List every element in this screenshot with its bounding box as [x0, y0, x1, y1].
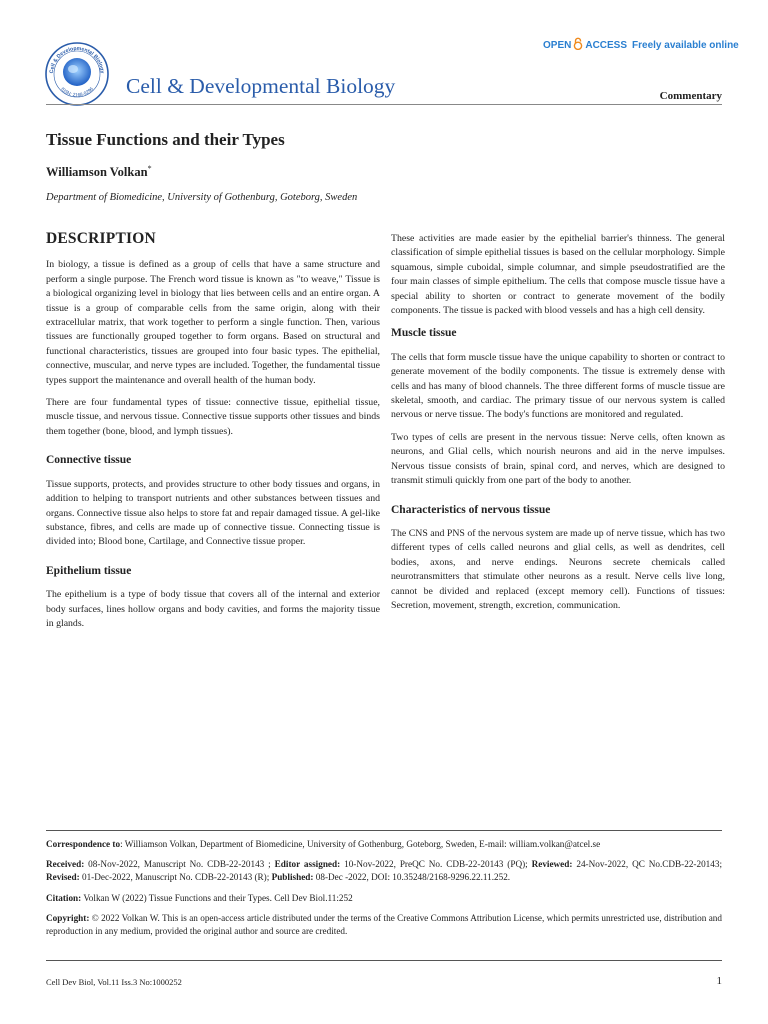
citation-note: Citation: Volkan W (2022) Tissue Functions and their Types. Cell Dev Biol.11:252 [46, 892, 353, 903]
author-name: Williamson Volkan [46, 165, 148, 180]
logo-issn-text: ISSN: 2168-9296 [59, 86, 95, 99]
footer-divider-top [46, 830, 722, 831]
muscle-tissue-heading: Muscle tissue [391, 327, 457, 340]
paragraph: In biology, a tissue is defined as a group of cells that have a same structure and perform a single purpose. The French word tissue is known as "to weave," Tissue is a biological organizing level in biology that lies between cells and an entire organ. A tissue is a group of comparable cells from the same origin, along with their extracellular matrix, that work together to perform a single function. Then, various tissues are functionally grouped together to form organs. Based on structural and functional characteristics, tissues are grouped into four basic types. The epithelial, connective, muscular, and nerve types are included. Together, the fundamental tissue types support the maintenance and overall health of the human body. [46, 259, 380, 386]
open-label: OPEN [543, 39, 572, 51]
running-citation: Cell Dev Biol, Vol.11 Iss.3 No:1000252 [46, 977, 182, 987]
paragraph: The CNS and PNS of the nervous system are made up of nerve tissue, which has two different types of cells called neurons and glial cells, as well as dendrites, cell bodies, axons, and nerve endings. Neurons secrete chemicals called neurotransmitters that stimulate other neurons as a result. Nerve cells live long, cannot be divided and replaced (except memory cell). Functions of tissues: Secretion, movement, strength, excretion, communication. [391, 527, 725, 611]
paragraph: The epithelium is a type of body tissue that covers all of the internal and exterior body surfaces, lines hollow organs and body cavities, and forms the majority tissue in glands. [46, 589, 380, 629]
connective-tissue-heading: Connective tissue [46, 454, 132, 467]
paragraph: Two types of cells are present in the nervous tissue: Nerve cells, often known as neurons, and Glial cells, which nourish neurons and aid in the nerve impulses. Nervous tissue consists of brain, spinal cord, and nerves, which are designed to transmit stimuli quickly from one part of the body to another. [391, 431, 725, 487]
dates-note: Received: 08-Nov-2022, Manuscript No. CDB-22-20143 ; Editor assigned: 10-Nov-2022, PreQC No. CDB-22-20143 (PQ); Reviewed: 24-Nov-2022, QC No.CDB-22-20143; Revised: 01-Dec-2022, Manuscript No. CDB-22-20143 (R); Published: 08-Dec -2022, DOI: 10.35248/2168-9296.22.11.252. [46, 859, 722, 883]
paragraph: There are four fundamental types of tissue: connective tissue, epithelial tissue, muscle tissue, and nervous tissue. Connective tissue supports other tissues and binds them together (bone, blood, and lymph tissues). [46, 397, 380, 437]
journal-title: Cell & Developmental Biology [126, 74, 396, 98]
epithelium-tissue-heading: Epithelium tissue [46, 564, 132, 577]
journal-logo [44, 41, 110, 107]
article-type-label: Commentary [659, 90, 722, 102]
copyright-note: Copyright: © 2022 Volkan W. This is an open-access article distributed under the terms of the Creative Commons Attribution License, which permits unrestricted use, distribution and reproduction in any medium, provided the original author and source are credited. [46, 912, 722, 937]
page-number: 1 [716, 975, 722, 987]
author-mark: * [147, 164, 152, 173]
open-access-badge [543, 37, 739, 53]
article-title: Tissue Functions and their Types [46, 130, 285, 149]
paragraph: Tissue supports, protects, and provides structure to other body tissues and organs, in addition to helping to transport nutrients and other substances between tissues and organs. Connective tissue also helps to store fat and repair damaged tissue. A gel-like substance, fibres, and cells are made up of connective tissue. Connecting tissue is divided into; Blood bone, Cartilage, and Connective tissue proper. [46, 478, 380, 548]
access-label: ACCESS [585, 39, 628, 51]
left-column [46, 232, 380, 639]
correspondence-note: Correspondence to: Williamson Volkan, Department of Biomedicine, University of Gothenburg, Goteborg, Sweden, E-mail: william.volkan@atcel.se [46, 839, 601, 849]
logo-ring-text: Cell & Developmental Biology [48, 45, 106, 74]
paragraph: The cells that form muscle tissue have the unique capability to shorten or contract to generate movement of the bodily components. The tissue is extremely dense with cells and has many of blood channels. The three different forms of muscle tissue are skeletal, smooth, and cardiac. The primary tissue of our nervous system is called nervous or nerve tissue. The body's functions are monitored and regulated. [391, 351, 725, 421]
affiliation: Department of Biomedicine, University of Gothenburg, Goteborg, Sweden [46, 192, 358, 203]
nervous-tissue-heading: Characteristics of nervous tissue [391, 503, 551, 516]
description-heading: DESCRIPTION [46, 230, 156, 247]
freely-available-label: Freely available online [632, 39, 739, 51]
footer-divider-bottom [46, 960, 722, 961]
header-divider [46, 104, 722, 105]
footer-notes [46, 838, 722, 945]
paragraph: These activities are made easier by the epithelial barrier's thinness. The general classification of simple epithelial tissues is based on the cellular morphology. Simple squamous, simple cuboidal, simple columnar, and simple pseudostratified are the four main classes of simple epithelium. The cells that compose muscle tissue have a special ability to shorten or contract to generate movement of the bodily components. The tissue is packed with blood vessels and has a high cell density. [391, 233, 725, 317]
author-line [46, 164, 152, 180]
right-column [391, 232, 725, 621]
open-lock-icon [573, 37, 583, 53]
